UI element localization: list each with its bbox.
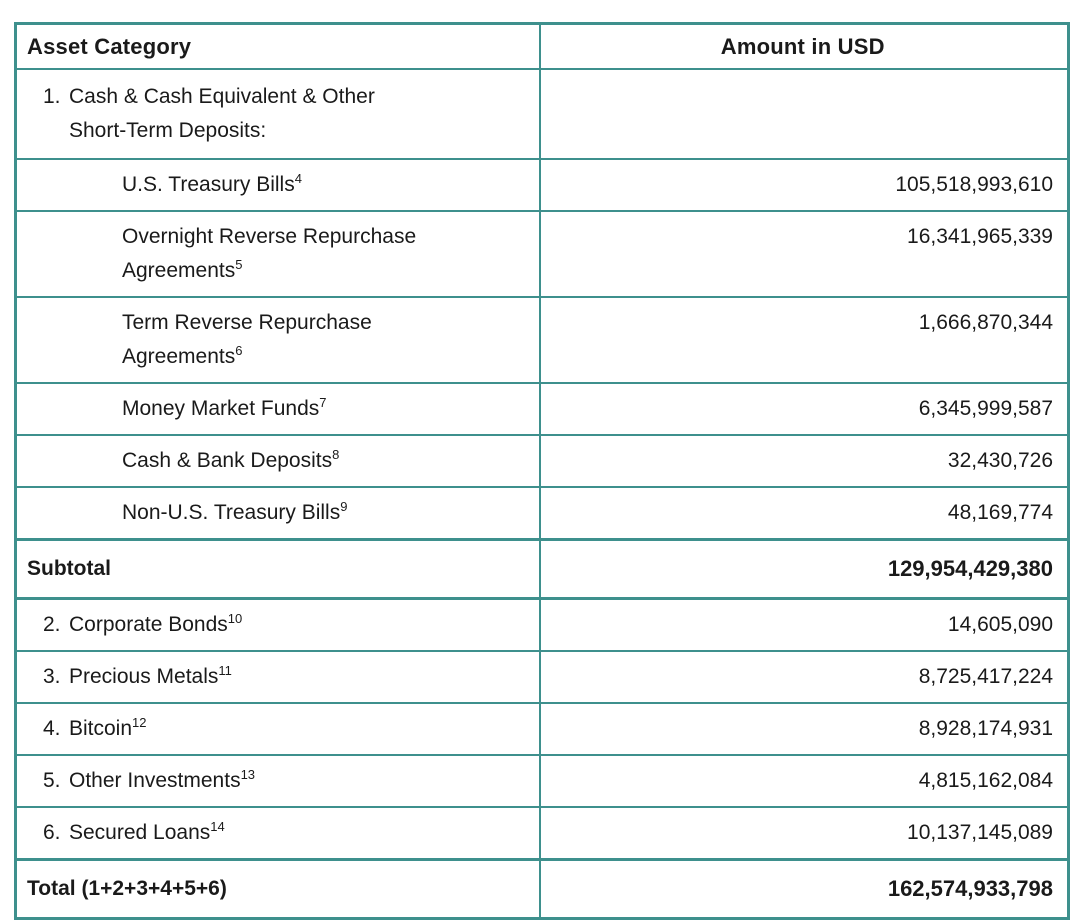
row-amount: 16,341,965,339 bbox=[540, 211, 1069, 297]
row-amount: 8,928,174,931 bbox=[540, 703, 1069, 755]
asset-category-header: Asset Category bbox=[16, 24, 540, 70]
row-label-cell bbox=[27, 220, 525, 288]
table-row bbox=[16, 69, 1069, 159]
table-row bbox=[16, 807, 1069, 860]
table-row bbox=[16, 211, 1069, 297]
row-number: 1. bbox=[43, 85, 61, 108]
row-label: Money Market Funds bbox=[122, 397, 320, 420]
footnote-superscript: 12 bbox=[132, 715, 147, 730]
asset-table-body bbox=[16, 69, 1069, 919]
row-amount: 8,725,417,224 bbox=[540, 651, 1069, 703]
footnote-superscript: 11 bbox=[218, 663, 232, 678]
row-label: Bitcoin bbox=[69, 717, 133, 740]
row-label: U.S. Treasury Bills bbox=[122, 173, 295, 196]
table-row bbox=[16, 703, 1069, 755]
footnote-superscript: 6 bbox=[235, 343, 243, 358]
row-label-cell bbox=[27, 660, 525, 694]
row-label: Term Reverse Repurchase Agreements bbox=[122, 311, 372, 368]
table-row bbox=[16, 540, 1069, 599]
row-number: 6. bbox=[43, 821, 61, 844]
table-row bbox=[16, 860, 1069, 919]
footnote-superscript: 7 bbox=[319, 395, 327, 410]
row-label: Subtotal bbox=[27, 557, 111, 580]
footnote-superscript: 8 bbox=[332, 447, 340, 462]
row-label: Overnight Reverse Repurchase Agreements bbox=[122, 225, 417, 282]
table-row bbox=[16, 599, 1069, 652]
row-label-cell bbox=[27, 392, 525, 426]
table-row bbox=[16, 651, 1069, 703]
row-label-cell bbox=[27, 496, 525, 530]
row-label: Cash & Bank Deposits bbox=[122, 449, 333, 472]
footnote-superscript: 10 bbox=[227, 611, 243, 626]
table-row bbox=[16, 487, 1069, 540]
row-amount: 48,169,774 bbox=[540, 487, 1069, 540]
row-label: Corporate Bonds bbox=[69, 613, 228, 636]
row-label-cell bbox=[27, 712, 525, 746]
row-label-cell bbox=[27, 444, 525, 478]
row-amount: 162,574,933,798 bbox=[540, 860, 1069, 919]
row-label-cell bbox=[27, 552, 525, 586]
table-row bbox=[16, 383, 1069, 435]
row-label-cell bbox=[27, 764, 525, 798]
row-label-cell bbox=[27, 80, 525, 148]
row-number: 3. bbox=[43, 665, 61, 688]
row-label-cell bbox=[27, 608, 525, 642]
row-amount: 6,345,999,587 bbox=[540, 383, 1069, 435]
table-row bbox=[16, 159, 1069, 211]
row-label: Secured Loans bbox=[69, 821, 211, 844]
row-amount: 32,430,726 bbox=[540, 435, 1069, 487]
row-label: Non-U.S. Treasury Bills bbox=[122, 501, 341, 524]
row-label: Total (1+2+3+4+5+6) bbox=[27, 877, 227, 900]
footnote-superscript: 9 bbox=[340, 499, 348, 514]
amount-usd-header: Amount in USD bbox=[540, 24, 1069, 70]
row-number: 4. bbox=[43, 717, 61, 740]
row-label: Precious Metals bbox=[69, 665, 219, 688]
row-amount: 4,815,162,084 bbox=[540, 755, 1069, 807]
row-label: Other Investments bbox=[69, 769, 241, 792]
row-amount: 129,954,429,380 bbox=[540, 540, 1069, 599]
row-number: 2. bbox=[43, 613, 61, 636]
footnote-superscript: 13 bbox=[240, 767, 256, 782]
row-amount: 1,666,870,344 bbox=[540, 297, 1069, 383]
table-row bbox=[16, 297, 1069, 383]
table-row bbox=[16, 755, 1069, 807]
row-label-cell bbox=[27, 168, 525, 202]
row-label-cell bbox=[27, 306, 525, 374]
footnote-superscript: 14 bbox=[210, 819, 225, 834]
table-row bbox=[16, 435, 1069, 487]
asset-reserves-table bbox=[14, 22, 1070, 920]
row-amount: 105,518,993,610 bbox=[540, 159, 1069, 211]
row-number: 5. bbox=[43, 769, 61, 792]
row-amount: 10,137,145,089 bbox=[540, 807, 1069, 860]
header-row bbox=[16, 24, 1069, 70]
footnote-superscript: 5 bbox=[235, 257, 243, 272]
row-label-cell bbox=[27, 816, 525, 850]
row-label: Cash & Cash Equivalent & Other Short-Term Deposits: bbox=[69, 85, 375, 142]
row-amount bbox=[540, 69, 1069, 159]
footnote-superscript: 4 bbox=[294, 171, 302, 186]
row-amount: 14,605,090 bbox=[540, 599, 1069, 652]
row-label-cell bbox=[27, 872, 525, 906]
